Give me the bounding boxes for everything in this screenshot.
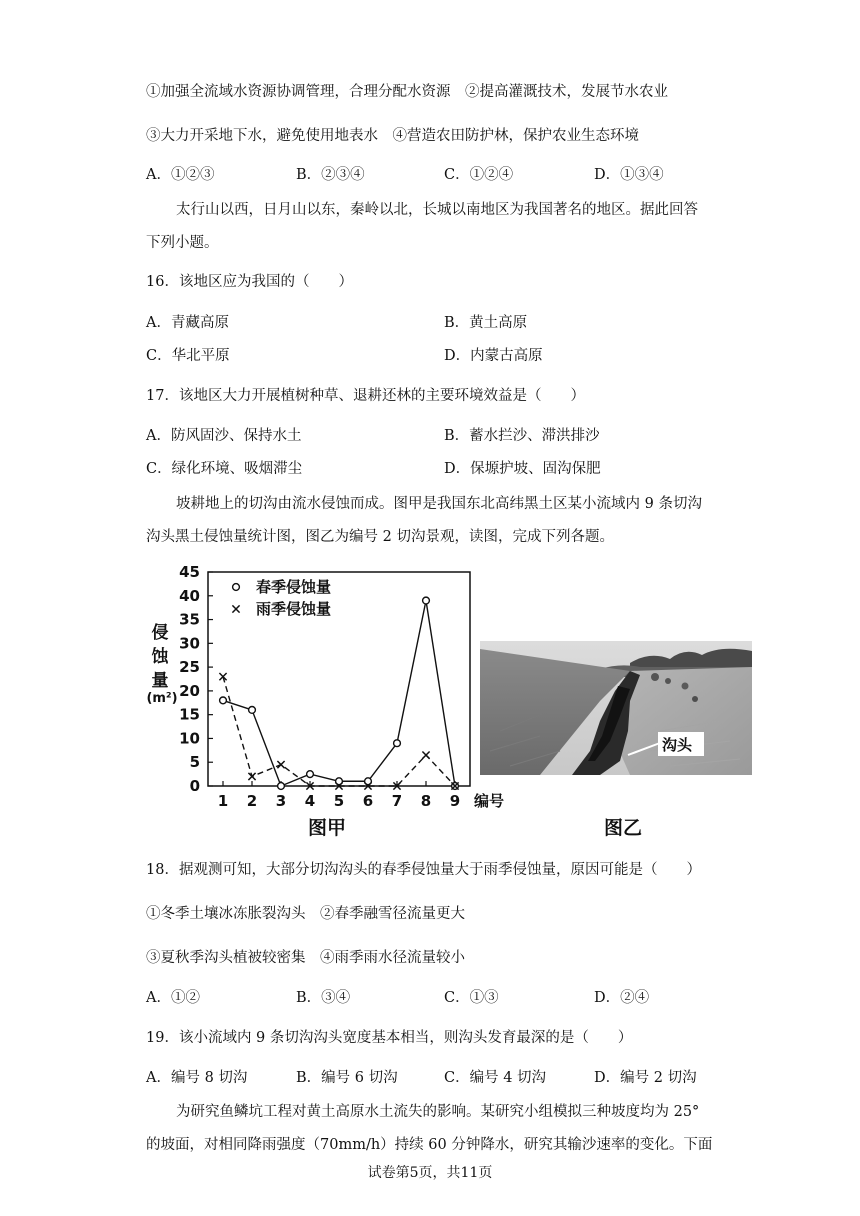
photo-title: 图乙 (604, 817, 643, 839)
y-tick-label: 25 (179, 658, 200, 677)
q15-option-c[interactable]: C．①②④ (444, 167, 514, 183)
q18-statement-line2: ③夏秋季沟头植被较密集 ④雨季雨水径流量较小 (146, 950, 465, 966)
gully-head-label: 沟头 (662, 736, 693, 754)
passage2-line2: 沟头黑土侵蚀量统计图，图乙为编号 2 切沟景观，读图，完成下列各题。 (146, 529, 614, 545)
passage3-line1: 为研究鱼鳞坑工程对黄土高原水土流失的影响。某研究小组模拟三种坡度均为 25° (176, 1104, 700, 1120)
y-tick-label: 20 (179, 681, 200, 700)
series-point (423, 597, 430, 604)
series-point (394, 740, 401, 747)
series-point (307, 771, 314, 778)
x-tick-label: 6 (362, 792, 374, 810)
x-tick-label: 7 (391, 792, 403, 810)
q15-statement-line2: ③大力开采地下水，避免使用地表水 ④营造农田防护林，保护农业生态环境 (146, 128, 639, 144)
q16-stem: 16．该地区应为我国的（ ） (146, 274, 353, 290)
q15-option-a[interactable]: A．①②③ (146, 167, 215, 183)
x-tick-label: 3 (275, 792, 287, 810)
passage1-line2: 下列小题。 (146, 235, 219, 251)
y-tick-label: 35 (179, 610, 200, 629)
legend-marker (232, 605, 239, 612)
legend-label: 雨季侵蚀量 (256, 600, 332, 618)
y-tick-label: 30 (179, 634, 200, 653)
series-point (248, 773, 255, 780)
q17-option-a[interactable]: A．防风固沙、保持水土 (146, 428, 302, 444)
x-tick-label: 1 (217, 792, 229, 810)
q17-option-c[interactable]: C．绿化环境、吸烟滞尘 (146, 461, 303, 477)
q19-option-b[interactable]: B．编号 6 切沟 (296, 1070, 398, 1086)
q19-option-c[interactable]: C．编号 4 切沟 (444, 1070, 547, 1086)
q18-option-c[interactable]: C．①③ (444, 990, 499, 1006)
y-tick-label: 10 (179, 729, 200, 748)
y-tick-label: 40 (179, 586, 200, 605)
series-point (249, 707, 256, 714)
series-point (219, 673, 226, 680)
series-point (422, 751, 429, 758)
y-axis-unit: (m²) (146, 691, 178, 706)
q17-option-d[interactable]: D．保塬护坡、固沟保肥 (444, 461, 601, 477)
q15-option-d[interactable]: D．①③④ (594, 167, 664, 183)
series-point (220, 697, 227, 704)
y-tick-label: 5 (189, 753, 200, 772)
q18-option-d[interactable]: D．②④ (594, 990, 650, 1006)
passage1-line1: 太行山以西，日月山以东，秦岭以北，长城以南地区为我国著名的地区。据此回答 (176, 202, 698, 218)
q18-statement-line1: ①冬季土壤冰冻胀裂沟头 ②春季融雪径流量更大 (146, 906, 465, 922)
passage2-line1: 坡耕地上的切沟由流水侵蚀而成。图甲是我国东北高纬黑土区某小流域内 9 条切沟 (176, 496, 702, 512)
x-tick-label: 4 (304, 792, 316, 810)
q18-stem: 18．据观测可知，大部分切沟沟头的春季侵蚀量大于雨季侵蚀量，原因可能是（ ） (146, 862, 701, 878)
q16-option-a[interactable]: A．青藏高原 (146, 315, 229, 331)
x-tick-label: 8 (420, 792, 432, 810)
y-tick-label: 45 (179, 563, 200, 581)
legend-marker (233, 584, 240, 591)
q19-stem: 19．该小流域内 9 条切沟沟头宽度基本相当，则沟头发育最深的是（ ） (146, 1030, 633, 1046)
series-point (277, 761, 284, 768)
q19-option-a[interactable]: A．编号 8 切沟 (146, 1070, 248, 1086)
x-tick-label: 2 (246, 792, 258, 810)
x-axis-label: 编号 (474, 792, 505, 810)
y-axis-label-char: 量 (151, 671, 169, 691)
x-tick-label: 5 (333, 792, 345, 810)
legend-label: 春季侵蚀量 (256, 578, 332, 596)
y-tick-label: 0 (189, 777, 200, 795)
series-line-1 (223, 601, 455, 786)
q17-option-b[interactable]: B．蓄水拦沙、滞洪排沙 (444, 428, 600, 444)
q16-option-b[interactable]: B．黄土高原 (444, 315, 528, 331)
q18-option-a[interactable]: A．①② (146, 990, 200, 1006)
series-line-2 (223, 677, 455, 786)
series-point (278, 783, 285, 790)
q16-option-d[interactable]: D．内蒙古高原 (444, 348, 543, 364)
q16-option-c[interactable]: C．华北平原 (146, 348, 230, 364)
q17-stem: 17．该地区大力开展植树种草、退耕还林的主要环境效益是（ ） (146, 388, 585, 404)
chart-title: 图甲 (308, 817, 347, 839)
y-axis-label-char: 蚀 (151, 647, 169, 667)
q19-option-d[interactable]: D．编号 2 切沟 (594, 1070, 697, 1086)
plot-frame (208, 572, 470, 786)
q15-option-b[interactable]: B．②③④ (296, 167, 365, 183)
passage3-line2: 的坡面，对相同降雨强度（70mm/h）持续 60 分钟降水，研究其输沙速率的变化。下面 (146, 1137, 713, 1153)
y-tick-label: 15 (179, 705, 200, 724)
page-footer: 试卷第5页，共11页 (367, 1165, 493, 1181)
q15-statement-line1: ①加强全流域水资源协调管理，合理分配水资源 ②提高灌溉技术，发展节水农业 (146, 84, 668, 100)
y-axis-label-char: 侵 (151, 623, 169, 643)
q18-option-b[interactable]: B．③④ (296, 990, 351, 1006)
erosion-chart (140, 560, 520, 845)
gully-photo (480, 641, 752, 775)
x-tick-label: 9 (449, 792, 461, 810)
